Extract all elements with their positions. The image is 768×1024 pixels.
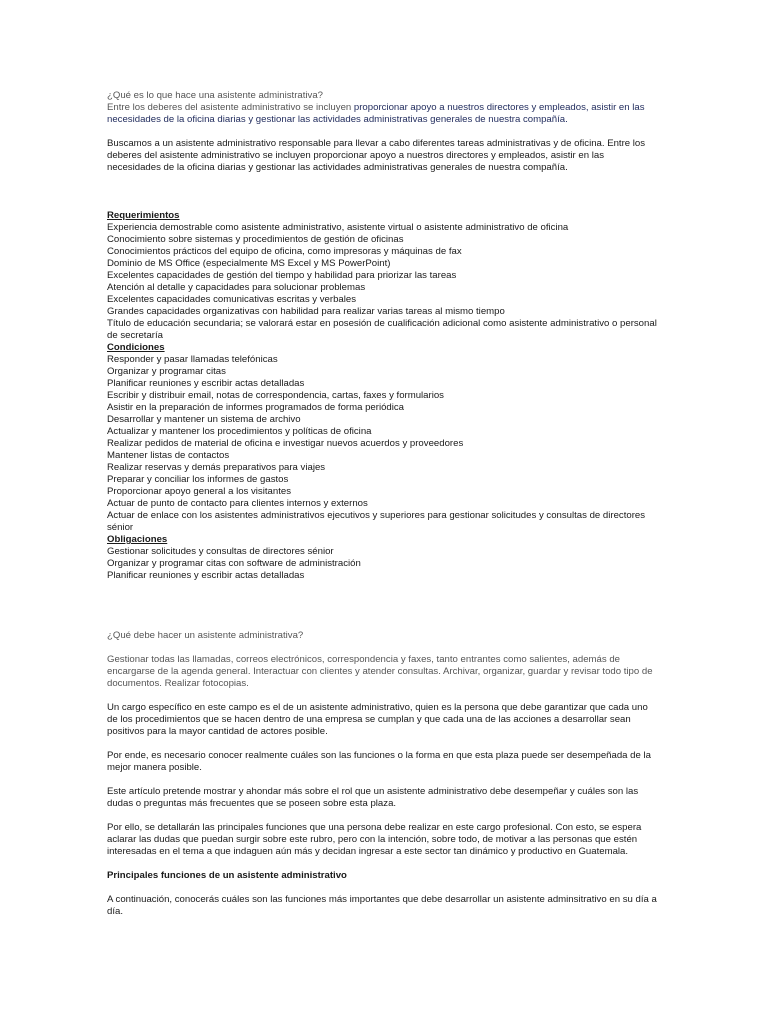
document-page [107, 90, 657, 918]
second-paragraph: Un cargo específico en este campo es el de un asistente administrativo, quien es la persona que debe garantizar que cada uno de los procedimientos que se hacen dentro de una empresa se cumplan y que cada una de las acciones a desarrollar sean positivos para la mayor cantidad de actores posible. [107, 702, 648, 737]
condition-item: Proporcionar apoyo general a los visitantes [107, 486, 291, 497]
condition-item: Desarrollar y mantener un sistema de archivo [107, 414, 301, 425]
condition-item: Planificar reuniones y escribir actas detalladas [107, 378, 305, 389]
requirements-heading: Requerimientos [107, 210, 180, 221]
second-paragraph: Este artículo pretende mostrar y ahondar más sobre el rol que un asistente administrativo debe desempeñar y cuáles son las dudas o preguntas más frecuentes que se poseen sobre esta plaza. [107, 786, 639, 809]
obligation-item: Gestionar solicitudes y consultas de directores sénior [107, 546, 334, 557]
second-paragraph: Por ello, se detallarán las principales funciones que una persona debe realizar en este cargo profesional. Con esto, se espera aclarar las dudas que puedan surgir sobre este rubro, pero con la intención, sobre todo, de motivar a las personas que estén interesadas en el tema a que indaguen aún más y decidan ingresar a este sector tan dinámico y productivo en Guatemala. [107, 822, 642, 857]
closing-paragraph: A continuación, conocerás cuáles son las funciones más importantes que debe desarrollar un asistente adminsitrativo en su día a día. [107, 894, 657, 917]
condition-item: Escribir y distribuir email, notas de correspondencia, cartas, faxes y formularios [107, 390, 444, 401]
requirement-item: Excelentes capacidades de gestión del tiempo y habilidad para priorizar las tareas [107, 270, 457, 281]
obligation-item: Planificar reuniones y escribir actas detalladas [107, 570, 305, 581]
requirement-item: Conocimiento sobre sistemas y procedimientos de gestión de oficinas [107, 234, 404, 245]
intro-answer-lead: Entre los deberes del asistente administrativo se incluyen [107, 102, 354, 113]
conditions-heading: Condiciones [107, 342, 165, 353]
condition-item: Preparar y conciliar los informes de gastos [107, 474, 289, 485]
condition-item: Mantener listas de contactos [107, 450, 230, 461]
condition-item: Asistir en la preparación de informes programados de forma periódica [107, 402, 405, 413]
requirement-item: Dominio de MS Office (especialmente MS Excel y MS PowerPoint) [107, 258, 391, 269]
intro-answer-rest: proporcionar apoyo a nuestros directores y empleados, asistir en las necesidades de la oficina diarias y gestionar las actividades administrativas generales de nuestra compañía. [107, 102, 645, 125]
requirements-list [107, 222, 657, 342]
requirement-item: Excelentes capacidades comunicativas escritas y verbales [107, 294, 357, 305]
requirement-item: Conocimientos prácticos del equipo de oficina, como impresoras y máquinas de fax [107, 246, 462, 257]
second-paragraph: Por ende, es necesario conocer realmente cuáles son las funciones o la forma en que esta plaza puede ser desempeñada de la mejor manera posible. [107, 750, 651, 773]
condition-item: Realizar pedidos de material de oficina e investigar nuevos acuerdos y proveedores [107, 438, 464, 449]
requirement-item: Grandes capacidades organizativas con habilidad para realizar varias tareas al mismo tiempo [107, 306, 505, 317]
condition-item: Responder y pasar llamadas telefónicas [107, 354, 278, 365]
functions-heading: Principales funciones de un asistente administrativo [107, 870, 347, 881]
intro-question: ¿Qué es lo que hace una asistente administrativa? [107, 90, 323, 101]
second-question: ¿Qué debe hacer un asistente administrativa? [107, 630, 304, 641]
condition-item: Actualizar y mantener los procedimientos y políticas de oficina [107, 426, 372, 437]
intro-answer [107, 102, 657, 126]
condition-item: Organizar y programar citas [107, 366, 226, 377]
obligation-item: Organizar y programar citas con software de administración [107, 558, 361, 569]
obligations-list [107, 546, 657, 582]
condition-item: Actuar de enlace con los asistentes administrativos ejecutivos y superiores para gestionar solicitudes y consultas de directores sénior [107, 510, 646, 533]
conditions-list [107, 354, 657, 534]
requirement-item: Experiencia demostrable como asistente administrativo, asistente virtual o asistente administrativo de oficina [107, 222, 569, 233]
search-paragraph: Buscamos a un asistente administrativo responsable para llevar a cabo diferentes tareas administrativas y de oficina. Entre los deberes del asistente administrativo se incluyen proporcionar apoyo a nuestros directores y empleados, asistir en las necesidades de la oficina diarias y gestionar las actividades administrativas generales de nuestra compañía. [107, 138, 646, 173]
second-summary: Gestionar todas las llamadas, correos electrónicos, correspondencia y faxes, tanto entrantes como salientes, además de encargarse de la agenda general. Interactuar con clientes y atender consultas. Archivar, organizar, guardar y revisar todo tipo de documentos. Realizar fotocopias. [107, 654, 653, 689]
condition-item: Actuar de punto de contacto para clientes internos y externos [107, 498, 368, 509]
obligations-heading: Obligaciones [107, 534, 168, 545]
condition-item: Realizar reservas y demás preparativos para viajes [107, 462, 326, 473]
requirement-item: Título de educación secundaria; se valorará estar en posesión de cualificación adicional como asistente administrativo o personal de secretaría [107, 318, 657, 341]
requirement-item: Atención al detalle y capacidades para solucionar problemas [107, 282, 366, 293]
